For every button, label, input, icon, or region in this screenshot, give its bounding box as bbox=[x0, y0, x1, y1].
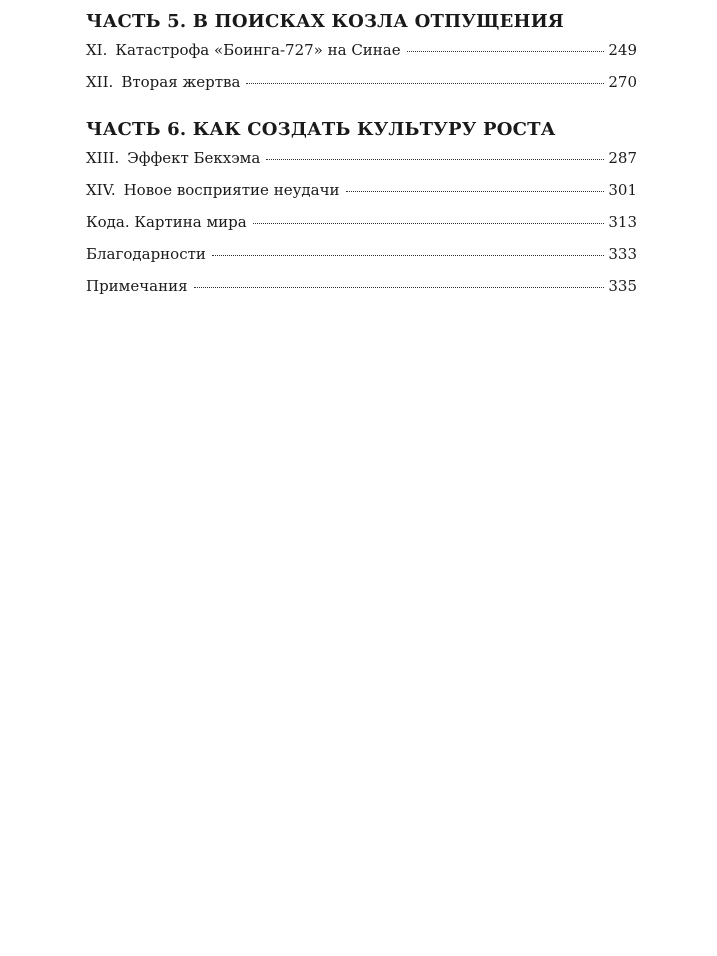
dot-leader bbox=[253, 222, 605, 224]
toc-entry[interactable] bbox=[86, 244, 637, 276]
dot-leader bbox=[346, 190, 605, 192]
part-title: ЧАСТЬ 5. В ПОИСКАХ КОЗЛА ОТПУЩЕНИЯ bbox=[86, 11, 564, 32]
page-number: 270 bbox=[608, 73, 637, 91]
page-number: 301 bbox=[608, 181, 637, 199]
toc-entry[interactable] bbox=[86, 148, 637, 180]
dot-leader bbox=[266, 158, 604, 160]
section-title: Примечания bbox=[86, 277, 188, 295]
chapter-number: XIII. bbox=[86, 149, 120, 167]
section-title: Кода. Картина мира bbox=[86, 213, 247, 231]
toc-entry[interactable] bbox=[86, 180, 637, 212]
dot-leader bbox=[407, 50, 605, 52]
page-number: 249 bbox=[608, 41, 637, 59]
toc-entry[interactable] bbox=[86, 212, 637, 244]
toc-entry-list bbox=[86, 40, 637, 104]
part-title: ЧАСТЬ 6. КАК СОЗДАТЬ КУЛЬТУРУ РОСТА bbox=[86, 119, 556, 140]
chapter-number: XIV. bbox=[86, 181, 116, 199]
toc-part-5 bbox=[86, 10, 637, 104]
dot-leader bbox=[246, 82, 604, 84]
page-number: 333 bbox=[608, 245, 637, 263]
toc-entry[interactable] bbox=[86, 72, 637, 104]
chapter-title: Вторая жертва bbox=[121, 73, 241, 91]
dot-leader bbox=[212, 254, 604, 256]
chapter-title: Катастрофа «Боинга-727» на Синае bbox=[115, 41, 401, 59]
toc-entry-list bbox=[86, 148, 637, 308]
dot-leader bbox=[194, 286, 605, 288]
page-number: 313 bbox=[608, 213, 637, 231]
table-of-contents bbox=[86, 10, 637, 308]
page-number: 287 bbox=[608, 149, 637, 167]
page-number: 335 bbox=[608, 277, 637, 295]
chapter-title: Новое восприятие неудачи bbox=[123, 181, 340, 199]
section-title: Благодарности bbox=[86, 245, 206, 263]
toc-part-6 bbox=[86, 118, 637, 308]
chapter-title: Эффект Бекхэма bbox=[127, 149, 261, 167]
toc-entry[interactable] bbox=[86, 40, 637, 72]
chapter-number: XI. bbox=[86, 41, 108, 59]
chapter-number: XII. bbox=[86, 73, 114, 91]
toc-entry[interactable] bbox=[86, 276, 637, 308]
